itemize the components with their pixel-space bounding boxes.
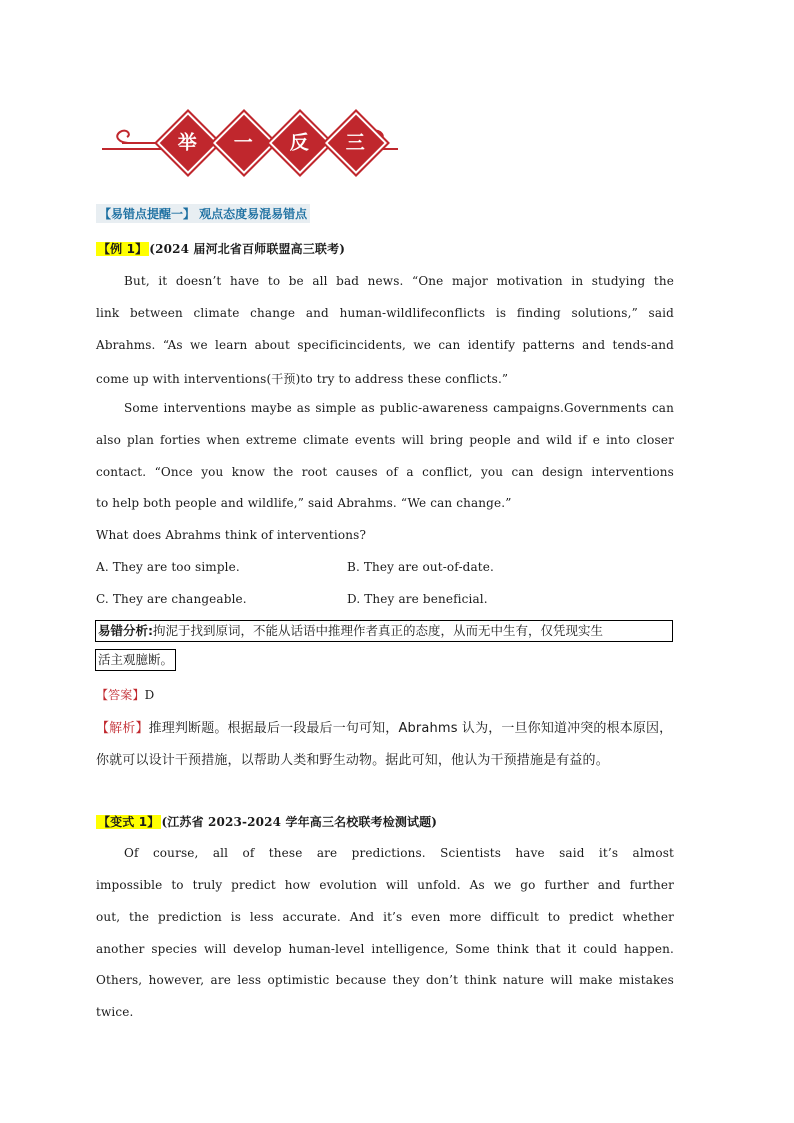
error-analysis-text: 拘泥于找到原词，不能从话语中推理作者真正的态度，从而无中生有，仅凭现实生 <box>153 623 604 638</box>
example-tag: 【例 1】 <box>98 242 148 256</box>
option-d: D. They are beneficial. <box>347 592 488 606</box>
option-b: B. They are out-of-date. <box>347 560 494 574</box>
answer-line <box>96 686 154 703</box>
banner-diamond: 反 <box>269 112 331 174</box>
passage-line: come up with interventions(干预)to try to address these conflicts.” <box>96 372 509 386</box>
error-analysis-box <box>95 620 673 642</box>
passage-line: Abrahms. “As we learn about specificincidents, we can identify patterns and tends-and <box>96 338 674 352</box>
analysis-text: 推理判断题。根据最后一段最后一句可知，Abrahms 认为，一旦你知道冲突的根本原因， <box>148 721 673 736</box>
answer-value: D <box>144 688 155 702</box>
option-c: C. They are changeable. <box>96 592 247 606</box>
passage-line: also plan forties when extreme climate events will bring people and wild if e into closer <box>96 433 674 447</box>
banner-diamond: 三 <box>325 112 387 174</box>
banner-diamond: 举 <box>157 112 219 174</box>
variant-passage-line: twice. <box>96 1005 134 1019</box>
option-a: A. They are too simple. <box>96 560 240 574</box>
section-title: 【易错点提醒一】 观点态度易混易错点 <box>96 204 310 223</box>
variant-passage-line: another species will develop human-level intelligence, Some think that it could happen. <box>96 942 674 956</box>
variant-passage-line: out, the prediction is less accurate. And it’s even more difficult to predict whether <box>96 910 674 924</box>
example-heading <box>96 240 345 257</box>
variant-source: (江苏省 2023-2024 学年高三名校联考检测试题) <box>161 815 438 829</box>
variant-passage-line: Others, however, are less optimistic because they don’t think nature will make mistakes <box>96 973 674 987</box>
passage-line: But, it doesn’t have to be all bad news. “One major motivation in studying the <box>124 274 674 288</box>
analysis-line: 你就可以设计干预措施，以帮助人类和野生动物。据此可知，他认为干预措施是有益的。 <box>96 753 609 768</box>
passage-line: contact. “Once you know the root causes of a conflict, you can design interventions <box>96 465 674 479</box>
banner-diamond: 一 <box>213 112 275 174</box>
example-source: (2024 届河北省百师联盟高三联考) <box>149 242 346 256</box>
error-analysis-box-cont <box>95 649 176 671</box>
error-analysis-text: 活主观臆断。 <box>98 652 174 667</box>
variant-heading <box>96 813 437 830</box>
banner-title <box>163 114 381 168</box>
passage-line: to help both people and wildlife,” said Abrahms. “We can change.” <box>96 496 512 510</box>
answer-label: 【答案】 <box>96 688 145 702</box>
passage-line: Some interventions maybe as simple as public-awareness campaigns.Governments can <box>124 401 674 415</box>
error-analysis-label: 易错分析: <box>98 623 153 638</box>
variant-passage-line: Of course, all of these are predictions. Scientists have said it’s almost <box>124 846 674 860</box>
variant-tag: 【变式 1】 <box>98 815 160 829</box>
analysis-line <box>96 717 672 736</box>
analysis-label: 【解析】 <box>96 721 149 736</box>
variant-passage-line: impossible to truly predict how evolution will unfold. As we go further and further <box>96 878 674 892</box>
question-text: What does Abrahms think of interventions? <box>96 528 367 542</box>
passage-line: link between climate change and human-wildlifeconflicts is finding solutions,” said <box>96 306 674 320</box>
